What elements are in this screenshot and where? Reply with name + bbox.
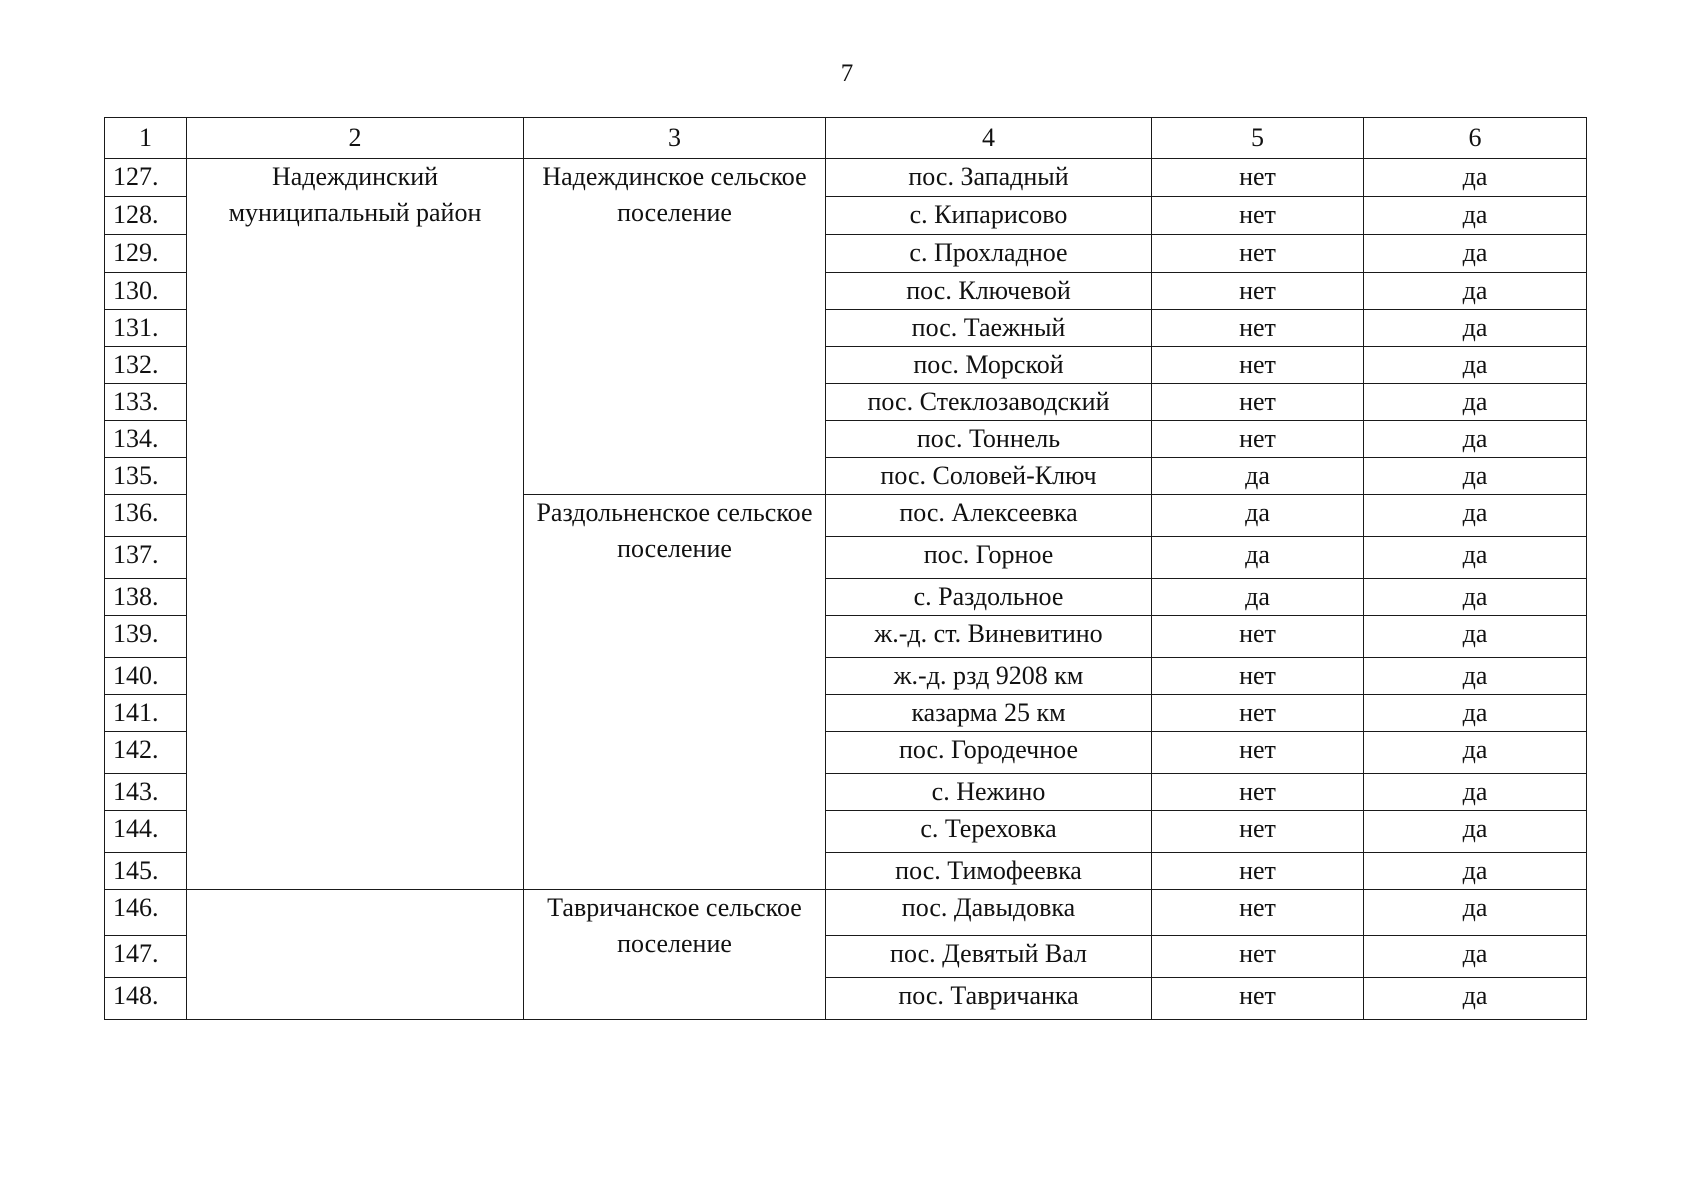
column-6-value: да (1364, 658, 1587, 695)
locality-name: пос. Давыдовка (826, 890, 1152, 936)
row-number: 140. (105, 658, 187, 695)
row-number: 128. (105, 197, 187, 235)
empty-district-cell (187, 890, 524, 1020)
column-5-value: нет (1152, 616, 1364, 658)
column-5-value: да (1152, 495, 1364, 537)
column-6-value: да (1364, 936, 1587, 978)
locality-name: пос. Городечное (826, 732, 1152, 774)
column-6-value: да (1364, 384, 1587, 421)
header-row (105, 118, 1587, 159)
column-5-value: нет (1152, 936, 1364, 978)
column-6-value: да (1364, 347, 1587, 384)
row-number: 135. (105, 458, 187, 495)
row-number: 133. (105, 384, 187, 421)
district-cell: Надеждинский муниципальный район (187, 159, 524, 890)
row-number: 147. (105, 936, 187, 978)
column-5-value: нет (1152, 732, 1364, 774)
column-5-value: нет (1152, 273, 1364, 310)
header-cell: 2 (187, 118, 524, 159)
column-6-value: да (1364, 732, 1587, 774)
column-6-value: да (1364, 310, 1587, 347)
locality-name: ж.-д. рзд 9208 км (826, 658, 1152, 695)
locality-name: пос. Морской (826, 347, 1152, 384)
column-5-value: да (1152, 458, 1364, 495)
column-5-value: да (1152, 579, 1364, 616)
row-number: 137. (105, 537, 187, 579)
column-6-value: да (1364, 235, 1587, 273)
locality-name: с. Прохладное (826, 235, 1152, 273)
column-6-value: да (1364, 616, 1587, 658)
locality-name: пос. Соловей-Ключ (826, 458, 1152, 495)
column-6-value: да (1364, 978, 1587, 1020)
locality-name: пос. Тоннель (826, 421, 1152, 458)
locality-name: пос. Ключевой (826, 273, 1152, 310)
header-cell: 6 (1364, 118, 1587, 159)
column-5-value: нет (1152, 159, 1364, 197)
column-6-value: да (1364, 890, 1587, 936)
locality-name: с. Раздольное (826, 579, 1152, 616)
header-cell: 5 (1152, 118, 1364, 159)
locality-name: пос. Тимофеевка (826, 853, 1152, 890)
row-number: 130. (105, 273, 187, 310)
column-6-value: да (1364, 695, 1587, 732)
row-number: 141. (105, 695, 187, 732)
column-6-value: да (1364, 495, 1587, 537)
column-6-value: да (1364, 197, 1587, 235)
row-number: 129. (105, 235, 187, 273)
locality-name: с. Кипарисово (826, 197, 1152, 235)
column-6-value: да (1364, 159, 1587, 197)
locality-name: пос. Девятый Вал (826, 936, 1152, 978)
row-number: 139. (105, 616, 187, 658)
table-body (105, 159, 1587, 1020)
column-5-value: нет (1152, 890, 1364, 936)
column-6-value: да (1364, 579, 1587, 616)
settlement-cell: Раздольненское сельское поселение (524, 495, 826, 890)
row-number: 142. (105, 732, 187, 774)
column-5-value: нет (1152, 774, 1364, 811)
column-5-value: нет (1152, 853, 1364, 890)
row-number: 136. (105, 495, 187, 537)
row-number: 127. (105, 159, 187, 197)
row-number: 145. (105, 853, 187, 890)
column-5-value: нет (1152, 384, 1364, 421)
locality-name: пос. Горное (826, 537, 1152, 579)
settlement-cell: Тавричанское сельское поселение (524, 890, 826, 1020)
column-5-value: нет (1152, 978, 1364, 1020)
locality-name: ж.-д. ст. Виневитино (826, 616, 1152, 658)
column-6-value: да (1364, 853, 1587, 890)
column-5-value: нет (1152, 658, 1364, 695)
column-5-value: да (1152, 537, 1364, 579)
row-number: 146. (105, 890, 187, 936)
header-cell: 3 (524, 118, 826, 159)
column-6-value: да (1364, 774, 1587, 811)
column-6-value: да (1364, 811, 1587, 853)
settlement-cell: Надеждинское сельское поселение (524, 159, 826, 495)
column-5-value: нет (1152, 695, 1364, 732)
column-6-value: да (1364, 458, 1587, 495)
row-number: 138. (105, 579, 187, 616)
table-row (105, 159, 1587, 197)
locality-name: казарма 25 км (826, 695, 1152, 732)
row-number: 134. (105, 421, 187, 458)
row-number: 143. (105, 774, 187, 811)
locality-name: с. Тереховка (826, 811, 1152, 853)
header-cell: 1 (105, 118, 187, 159)
locality-name: пос. Таежный (826, 310, 1152, 347)
table-row (105, 890, 1587, 936)
settlements-table (104, 117, 1587, 1020)
row-number: 132. (105, 347, 187, 384)
header-cell: 4 (826, 118, 1152, 159)
column-5-value: нет (1152, 310, 1364, 347)
locality-name: пос. Тавричанка (826, 978, 1152, 1020)
column-6-value: да (1364, 421, 1587, 458)
column-6-value: да (1364, 537, 1587, 579)
locality-name: пос. Стеклозаводский (826, 384, 1152, 421)
column-5-value: нет (1152, 811, 1364, 853)
column-5-value: нет (1152, 197, 1364, 235)
column-6-value: да (1364, 273, 1587, 310)
column-5-value: нет (1152, 421, 1364, 458)
column-5-value: нет (1152, 235, 1364, 273)
page-number: 7 (840, 60, 854, 87)
row-number: 131. (105, 310, 187, 347)
locality-name: пос. Алексеевка (826, 495, 1152, 537)
row-number: 144. (105, 811, 187, 853)
locality-name: пос. Западный (826, 159, 1152, 197)
column-5-value: нет (1152, 347, 1364, 384)
row-number: 148. (105, 978, 187, 1020)
locality-name: с. Нежино (826, 774, 1152, 811)
